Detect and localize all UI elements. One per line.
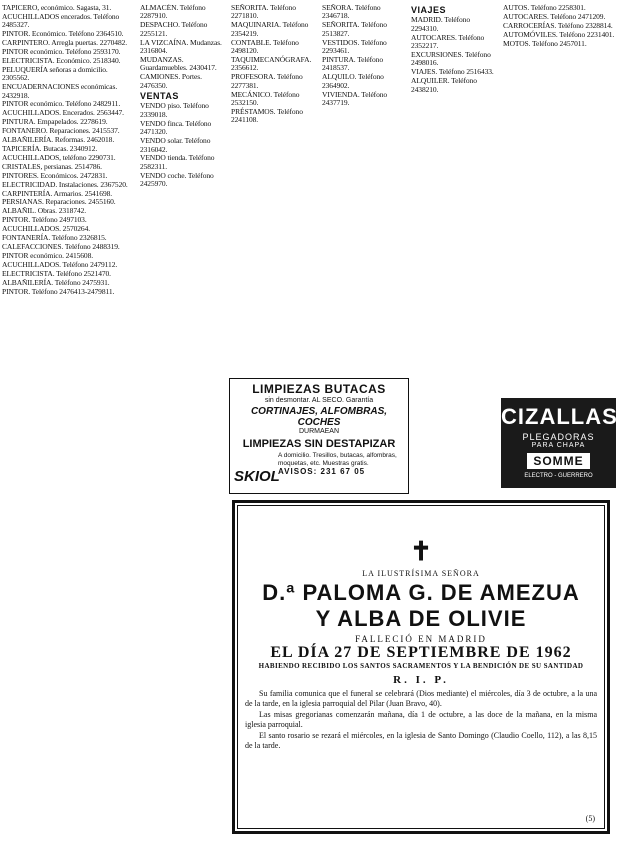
- classified-ad: SEÑORITA. Teléfono 2513827.: [322, 20, 387, 38]
- classified-ad: LA VIZCAÍNA. Mudanzas. 2316804.: [140, 37, 222, 56]
- classifieds-column-6: [503, 4, 618, 402]
- classified-ad: ELECTRICISTA. Teléfono 2521470.: [2, 268, 111, 278]
- classified-ad: PROFESORA. Teléfono 2277381.: [231, 72, 303, 90]
- classified-ad: PELUQUERÍA señoras a domicilio. 2305562.: [2, 64, 108, 83]
- classified-ad: VENDO piso. Teléfono 2339018.: [140, 101, 209, 119]
- classified-ad: PINTOR económico. 2415608.: [2, 250, 94, 260]
- classified-ad: DESPACHO. Teléfono 2255121.: [140, 20, 208, 38]
- notice-body: [245, 689, 597, 751]
- somme-brand: SOMME: [527, 453, 589, 469]
- died-in: FALLECIÓ EN MADRID: [355, 634, 487, 644]
- classified-ad: CARPINTERÍA. Armarios. 2541698.: [2, 188, 113, 198]
- classified-ad: PINTURA. Empapelados. 2278619.: [2, 117, 108, 127]
- classified-ad: PRÉSTAMOS. Teléfono 2241108.: [231, 106, 303, 125]
- ad-subtitle-2: PARA CHAPA: [531, 442, 586, 449]
- classified-ad: ENCUADERNACIONES económicas. 2432918.: [2, 82, 118, 100]
- date-of-death: EL DÍA 27 DE SEPTIEMBRE DE 1962: [270, 644, 572, 661]
- ad-sub2: DURMAEAN: [298, 428, 340, 435]
- classified-ad: FONTANERÍA. Teléfono 2326815.: [2, 233, 107, 243]
- classified-ad: CALEFACCIONES. Teléfono 2488319.: [2, 241, 120, 251]
- classified-ad: CARPINTERO. Arregla puertas. 2270482.: [2, 38, 128, 48]
- classified-ad: VIAJES. Teléfono 2516433.: [411, 67, 494, 77]
- classified-ad: ALBAÑILERÍA. Teléfono 2475931.: [2, 277, 110, 287]
- classified-ad: CARROCERÍAS. Teléfono 2328814.: [503, 20, 613, 30]
- classified-ad: PINTURA. Teléfono 2418537.: [322, 54, 383, 73]
- section-heading-viajes: VIAJES: [411, 5, 447, 15]
- classified-ad: PINTOR. Teléfono 2497103.: [2, 215, 87, 225]
- classified-ad: TAPICERÍA. Butacas. 2340912.: [2, 144, 98, 153]
- classified-ad: ALQUILER. Teléfono 2438210.: [411, 76, 477, 94]
- classified-ad: FONTANERO. Reparaciones. 2415537.: [2, 126, 120, 136]
- classified-ad: ACUCHILLADOS. 2570264.: [2, 224, 91, 234]
- classified-ad: VIVIENDA. Teléfono 2437719.: [322, 89, 388, 107]
- classified-ad: MECÁNICO. Teléfono 2532150.: [231, 89, 300, 107]
- notice-paragraph-2: Las misas gregorianas comenzarán mañana, día 1 de octubre, a las doce de la mañana, en la misma iglesia parroquial.: [245, 710, 597, 729]
- classified-ad: AUTOMÓVILES. Teléfono 2231401.: [503, 29, 615, 39]
- classifieds-column-3: [231, 4, 319, 382]
- classified-ad: EXCURSIONES. Teléfono 2498016.: [411, 50, 491, 68]
- ad-details: A domicilio. Tresillos, butacas, alfombras, moquetas, etc. Muestras gratis. AVISOS: 231 67 05: [278, 452, 397, 476]
- classified-ad: AUTOCARES. Teléfono 2352217.: [411, 32, 485, 51]
- notice-ref: (5): [585, 814, 595, 823]
- ad-limpiezas-butacas: [229, 378, 409, 494]
- classified-ad: PINTOR económico. Teléfono 2593170.: [2, 47, 121, 57]
- notice-paragraph-1: Su familia comunica que el funeral se celebrará (Dios mediante) el miércoles, día 3 de octubre, a la una de la tarde, en la iglesia parroquial del Pilar (Juan Bravo, 40).: [245, 689, 597, 708]
- classified-ad: PERSIANAS. Reparaciones. 2455160.: [2, 197, 116, 207]
- classified-ad: ALBAÑIL. Obras. 2318742.: [2, 206, 87, 216]
- classified-ad: MAQUINARIA. Teléfono 2354219.: [231, 20, 309, 38]
- classified-ad: ACUCHILLADOS, teléfono 2290731.: [2, 152, 116, 162]
- classified-ad: PINTOR económico. Teléfono 2482911.: [2, 99, 121, 109]
- classified-ad: ELECTRICISTA. Económico. 2518340.: [2, 55, 121, 65]
- classified-ad: MADRID. Teléfono 2294310.: [411, 15, 470, 33]
- section-heading-ventas: VENTAS: [140, 91, 179, 102]
- ad-headline: LIMPIEZAS BUTACAS: [252, 382, 386, 396]
- ad-items: CORTINAJES, ALFOMBRAS, COCHES: [250, 406, 388, 428]
- classified-ad: ALQUILO. Teléfono 2364902.: [322, 72, 384, 90]
- classified-ad: TAPICERO, económico. Sagasta, 31.: [2, 4, 112, 12]
- deceased-name-line-2: Y ALBA DE OLIVIE: [315, 606, 527, 631]
- ad-title: CIZALLAS: [501, 404, 618, 429]
- classified-ad: VENDO coche. Teléfono 2425970.: [140, 170, 214, 189]
- ad-headline-2: LIMPIEZAS SIN DESTAPIZAR: [242, 438, 396, 450]
- classified-ad: VENDO tienda. Teléfono 2582311.: [140, 153, 215, 171]
- classified-ad: CAMIONES. Portes. 2476350.: [140, 72, 202, 90]
- deceased-name-line-1: D.ª PALOMA G. DE AMEZUA: [262, 580, 580, 605]
- ad-cizallas: [501, 398, 616, 488]
- classifieds-column-2: [140, 4, 228, 564]
- classified-ad: ACUCHILLADOS. Teléfono 2479112.: [2, 259, 118, 269]
- classified-ad: PINTORES. Económicos. 2472831.: [2, 170, 108, 180]
- classified-ad: ELECTRICIDAD. Instalaciones. 2367520.: [2, 179, 128, 189]
- classified-ad: ACUCHILLADOS encerados. Teléfono 2485327.: [2, 11, 120, 30]
- classified-ad: CRISTALES, persianas. 2514786.: [2, 161, 102, 171]
- skiol-logo: SKIOL: [234, 468, 280, 485]
- cross-icon: ✝: [410, 537, 432, 566]
- classifieds-column-1: [2, 4, 136, 850]
- classified-ad: PINTOR. Teléfono 2476413-2479811.: [2, 286, 115, 296]
- classified-ad: MOTOS. Teléfono 2457011.: [503, 38, 587, 48]
- classified-ad: ACUCHILLADOS. Encerados. 2563447.: [2, 108, 124, 118]
- classified-ad: MUDANZAS. Guardamuebles. 2430417.: [140, 54, 217, 73]
- classified-ad: AUTOS. Teléfono 2258301.: [503, 4, 586, 12]
- rip: R. I. P.: [393, 674, 449, 686]
- classified-ad: VENDO solar. Teléfono 2316042.: [140, 136, 211, 154]
- classified-ad: ALBAÑILERÍA. Reformas. 2462018.: [2, 135, 115, 145]
- classified-ad: SEÑORITA. Teléfono 2271810.: [231, 4, 296, 21]
- death-notice: [232, 500, 610, 834]
- classified-ad: CONTABLE. Teléfono 2498120.: [231, 37, 299, 56]
- ad-subline: sin desmontar. AL SECO. Garantía: [264, 397, 374, 404]
- classified-ad: VESTIDOS. Teléfono 2293461.: [322, 37, 387, 56]
- classified-ad: TAQUIMECANÓGRAFA. 2356612.: [231, 54, 312, 73]
- notice-title: LA ILUSTRÍSIMA SEÑORA: [362, 569, 480, 578]
- ad-subtitle: PLEGADORAS: [522, 432, 595, 442]
- classified-ad: AUTOCARES. Teléfono 2471209.: [503, 11, 606, 21]
- classified-ad: VENDO finca. Teléfono 2471320.: [140, 118, 212, 137]
- classifieds-column-5: [411, 4, 499, 492]
- classified-ad: PINTOR. Económico. Teléfono 2364510.: [2, 29, 124, 39]
- sacraments-line: HABIENDO RECIBIDO LOS SANTOS SACRAMENTOS Y LA BENDICIÓN DE SU SANTIDAD: [258, 662, 584, 670]
- classified-ad: ALMACÉN. Teléfono 2287910.: [140, 4, 206, 21]
- classified-ad: SEÑORA. Teléfono 2346718.: [322, 4, 381, 21]
- ad-footer: ELECTRO - GUERRERO: [524, 473, 593, 479]
- notice-paragraph-3: El santo rosario se rezará el miércoles, en la iglesia de Santo Domingo (Claudio Coello, 112), a las 8,15 de la tarde.: [245, 731, 597, 750]
- ad-avisos: AVISOS: 231 67 05: [278, 467, 366, 476]
